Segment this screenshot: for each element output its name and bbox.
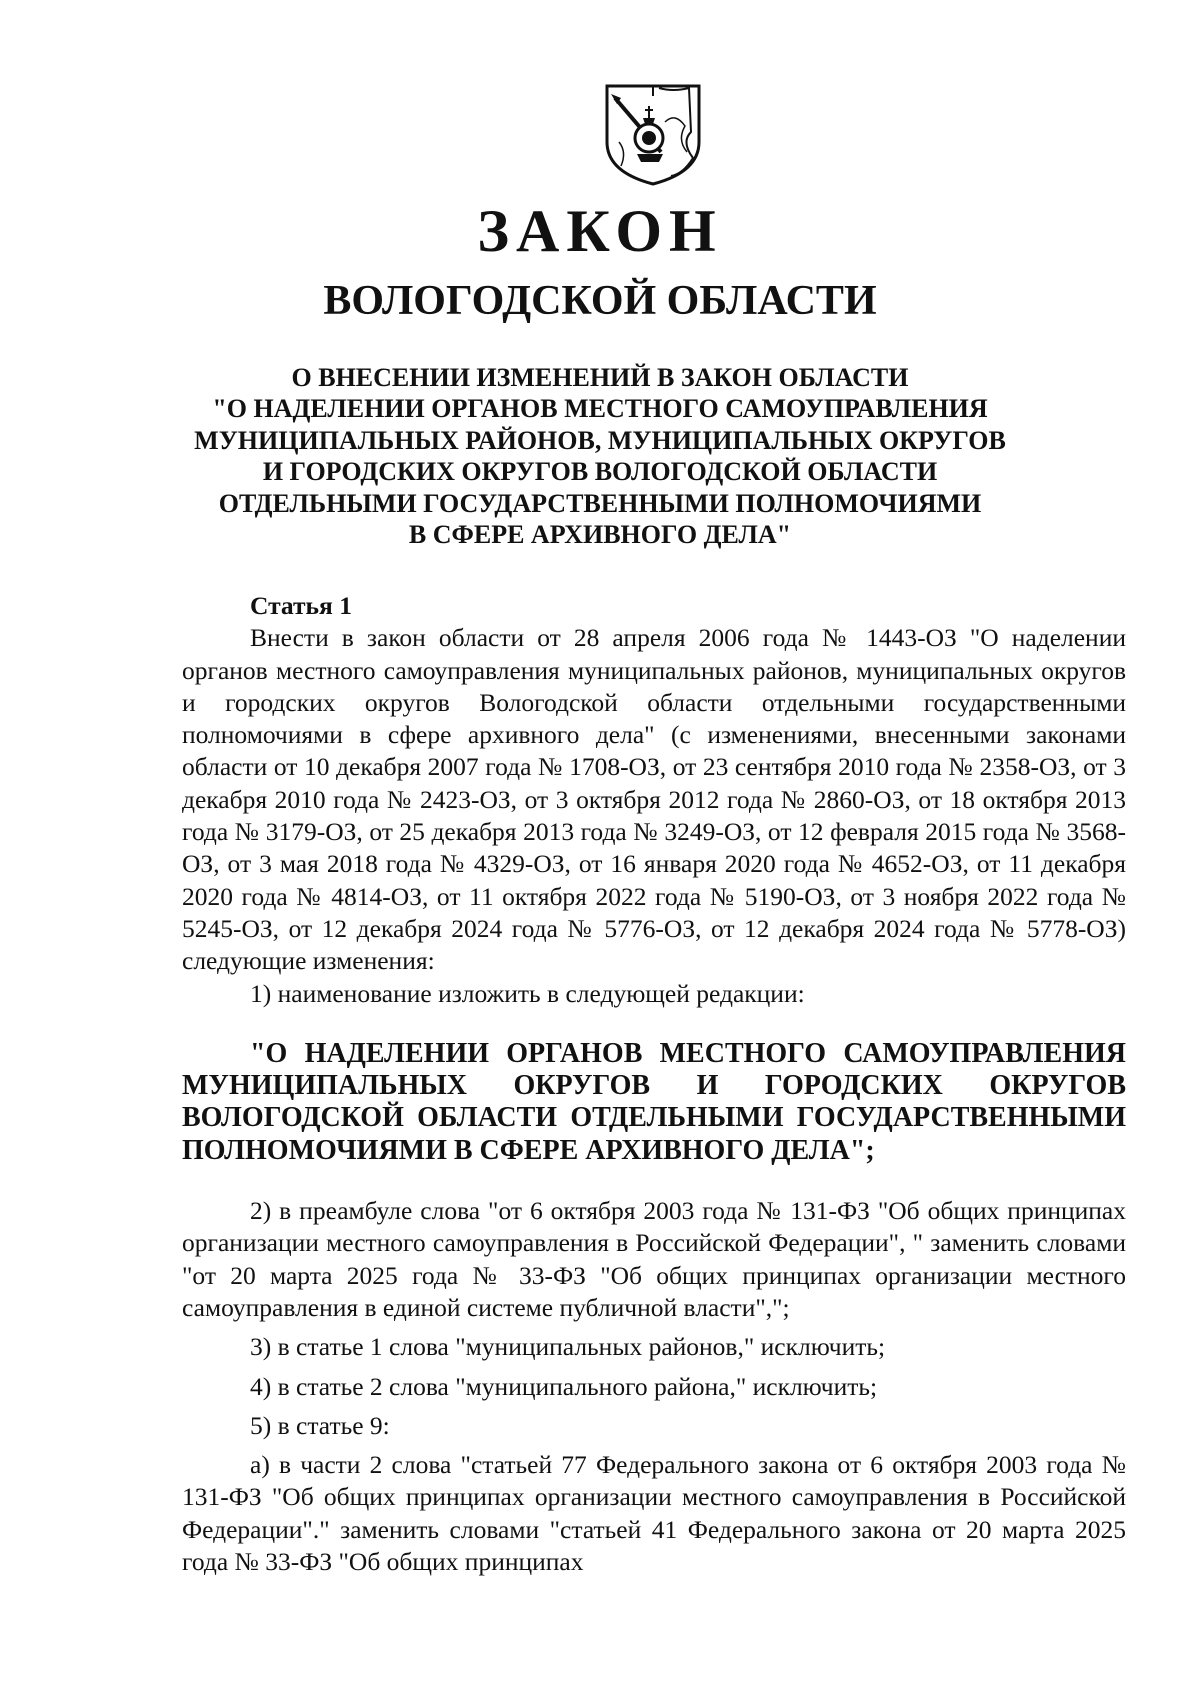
heading-line: В СФЕРЕ АРХИВНОГО ДЕЛА" (408, 520, 792, 550)
law-heading (150, 362, 1050, 550)
heading-line: И ГОРОДСКИХ ОКРУГОВ ВОЛОГОДСКОЙ ОБЛАСТИ (262, 457, 938, 487)
coat-of-arms-icon (601, 82, 705, 186)
heading-line: ОТДЕЛЬНЫМИ ГОСУДАРСТВЕННЫМИ ПОЛНОМОЧИЯМИ (218, 488, 982, 518)
heading-line: О ВНЕСЕНИИ ИЗМЕНЕНИЙ В ЗАКОН ОБЛАСТИ (291, 363, 909, 392)
amendment-item-3: 3) в статье 1 слова "муниципальных районов," исключить; (250, 1332, 886, 1362)
document-subtitle: ВОЛОГОДСКОЙ ОБЛАСТИ (323, 278, 877, 324)
article-intro: Внести в закон области от 28 апреля 2006 года № 1443-ОЗ "О наделении органов местного самоуправления муниципальных районов, муниципальных округов и городских округов Вологодской области отдельными государственными полномочиями в сфере архивного дела" (с изменениями, внесенными законами области от 10 декабря 2007 года № 1708-ОЗ, от 23 сентября 2010 года № 2358-ОЗ, от 3 декабря 2010 года № 2423-ОЗ, от 3 октября 2012 года № 2860-ОЗ, от 18 октября 2013 года № 3179-ОЗ, от 25 декабря 2013 года № 3249-ОЗ, от 12 февраля 2015 года № 3568-ОЗ, от 3 мая 2018 года № 4329-ОЗ, от 16 января 2020 года № 4652-ОЗ, от 11 декабря 2020 года № 4814-ОЗ, от 11 октября 2022 года № 5190-ОЗ, от 3 ноября 2022 года № 5245-ОЗ, от 12 декабря 2024 года № 5776-ОЗ, от 12 декабря 2024 года № 5778-ОЗ) следующие изменения: (182, 623, 1126, 976)
heading-line: МУНИЦИПАЛЬНЫХ РАЙОНОВ, МУНИЦИПАЛЬНЫХ ОКРУГОВ (194, 425, 1006, 455)
heading-line: "О НАДЕЛЕНИИ ОРГАНОВ МЕСТНОГО САМОУПРАВЛЕНИЯ (212, 394, 988, 424)
document-title: ЗАКОН (477, 198, 723, 264)
amendment-item-2: 2) в преамбуле слова "от 6 октября 2003 года № 131-ФЗ "Об общих принципах организации местного самоуправления в Российской Федерации", " заменить словами "от 20 марта 2025 года № 33-ФЗ "Об общих принципах организации местного самоуправления в единой системе публичной власти","; (182, 1196, 1126, 1322)
amendment-item-5a: а) в части 2 слова "статьей 77 Федерального закона от 6 октября 2003 года № 131-ФЗ "Об общих принципах организации местного самоуправления в Российской Федерации"." заменить словами "статьей 41 Федерального закона от 20 марта 2025 года № 33-ФЗ "Об общих принципах (182, 1450, 1126, 1577)
amendment-item-4: 4) в статье 2 слова "муниципального района," исключить; (250, 1371, 878, 1401)
article-title: Статья 1 (250, 591, 352, 620)
amendment-item-1: 1) наименование изложить в следующей редакции: (250, 978, 805, 1008)
law-body (182, 590, 1126, 1578)
new-law-title: "О НАДЕЛЕНИИ ОРГАНОВ МЕСТНОГО САМОУПРАВЛЕНИЯ МУНИЦИПАЛЬНЫХ ОКРУГОВ И ГОРОДСКИХ ОКРУГОВ ВОЛОГОДСКОЙ ОБЛАСТИ ОТДЕЛЬНЫМИ ГОСУДАРСТВЕННЫМИ ПОЛНОМОЧИЯМИ В СФЕРЕ АРХИВНОГО ДЕЛА"; (182, 1037, 1126, 1166)
amendment-item-5: 5) в статье 9: (250, 1410, 390, 1440)
